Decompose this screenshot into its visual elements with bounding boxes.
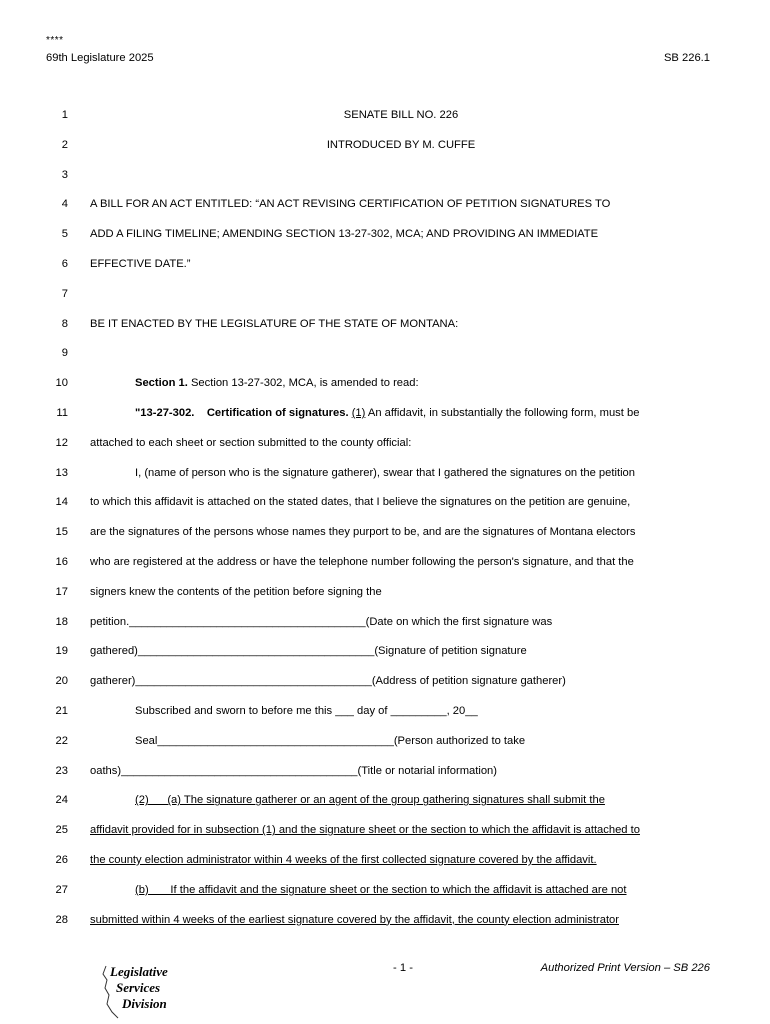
line-text: are the signatures of the persons whose names they purport to be, and are the signatures of Montana electors	[90, 526, 636, 539]
bill-line	[0, 854, 770, 884]
bill-line	[0, 228, 770, 258]
line-number: 11	[56, 406, 68, 419]
line-number: 8	[61, 317, 68, 330]
statute-text: An affidavit, in substantially the following form, must be	[365, 406, 640, 419]
line-text: EFFECTIVE DATE.”	[90, 257, 191, 270]
bill-line	[0, 675, 770, 705]
bill-number-title: SENATE BILL NO. 226	[343, 109, 459, 121]
bill-line	[0, 556, 770, 586]
bill-line	[0, 258, 770, 288]
bill-line	[0, 437, 770, 467]
bill-line	[0, 526, 770, 556]
enacting-clause: BE IT ENACTED BY THE LEGISLATURE OF THE STATE OF MONTANA:	[90, 317, 459, 330]
line-text: A BILL FOR AN ACT ENTITLED: “AN ACT REVISING CERTIFICATION OF PETITION SIGNATURES TO	[90, 198, 611, 211]
bill-line	[0, 794, 770, 824]
inserted-text: submitted within 4 weeks of the earliest signature covered by the affidavit, the county election administrator	[90, 913, 619, 926]
line-number: 14	[55, 496, 68, 509]
page-number: - 1 -	[393, 962, 413, 974]
line-text: Subscribed and sworn to before me this ___ day of _________, 20__	[135, 704, 478, 717]
line-number: 17	[55, 585, 68, 598]
bill-line	[0, 705, 770, 735]
subsection-marker: (1)	[351, 406, 366, 419]
line-number: 4	[61, 198, 68, 211]
bill-line	[0, 496, 770, 526]
header-bill-id: SB 226.1	[663, 52, 710, 64]
bill-line	[0, 169, 770, 199]
line-number: 28	[55, 913, 68, 926]
header-stars: ****	[46, 35, 64, 46]
logo-line-3: Division	[122, 996, 167, 1011]
bill-line	[0, 735, 770, 765]
bill-line	[0, 347, 770, 377]
bill-line	[0, 645, 770, 675]
line-text: oaths)______________________________________(Title or notarial information)	[90, 764, 498, 777]
line-number: 18	[55, 615, 68, 628]
bill-line	[0, 884, 770, 914]
bill-line	[0, 407, 770, 437]
line-text: Seal______________________________________(Person authorized to take	[135, 734, 526, 747]
line-text: gatherer)______________________________________(Address of petition signature gatherer)	[90, 675, 566, 688]
inserted-text: (2) (a) The signature gatherer or an agent of the group gathering signatures shall submit the	[135, 794, 605, 807]
logo-line-2: Services	[116, 980, 161, 995]
line-text: attached to each sheet or section submitted to the county official:	[90, 436, 412, 449]
line-number: 19	[55, 645, 68, 658]
line-text: gathered)______________________________________(Signature of petition signature	[90, 645, 527, 658]
line-number: 20	[55, 675, 68, 688]
line-number: 1	[61, 109, 68, 121]
line-number: 6	[61, 257, 68, 270]
line-number: 26	[55, 853, 68, 866]
line-number: 9	[61, 347, 68, 360]
inserted-text: affidavit provided for in subsection (1) and the signature sheet or the section to which the affidavit is attached to	[90, 824, 640, 837]
bill-line	[0, 467, 770, 497]
line-number: 15	[55, 526, 68, 539]
line-text	[135, 377, 712, 389]
bill-line	[0, 616, 770, 646]
line-text: signers knew the contents of the petition before signing the	[90, 585, 382, 598]
bill-line	[0, 109, 770, 139]
statute-heading: "13-27-302. Certification of signatures.	[135, 406, 349, 419]
line-text: I, (name of person who is the signature gatherer), swear that I gathered the signatures on the petition	[135, 466, 636, 479]
line-number: 5	[61, 228, 68, 241]
bill-line	[0, 288, 770, 318]
bill-line	[0, 139, 770, 169]
line-number: 16	[55, 555, 68, 568]
bill-line	[0, 765, 770, 795]
bill-line	[0, 318, 770, 348]
line-number: 3	[61, 168, 68, 181]
print-version-label: Authorized Print Version – SB 226	[540, 962, 710, 974]
line-number: 22	[55, 734, 68, 747]
line-number: 23	[55, 764, 68, 777]
bill-sponsor: INTRODUCED BY M. CUFFE	[326, 138, 476, 151]
section-text: Section 13-27-302, MCA, is amended to read:	[187, 377, 419, 390]
line-number: 27	[55, 883, 68, 896]
line-number: 7	[61, 287, 68, 300]
inserted-text: the county election administrator within 4 weeks of the first collected signature covered by the affidavit.	[90, 853, 597, 866]
line-number: 13	[55, 466, 68, 479]
logo-line-1: Legislative	[110, 964, 168, 979]
line-number: 2	[61, 138, 68, 151]
bill-line	[0, 824, 770, 854]
line-number: 21	[55, 704, 68, 717]
bill-line	[0, 914, 770, 944]
inserted-text: (b) If the affidavit and the signature sheet or the section to which the affidavit is attached are not	[135, 883, 627, 896]
line-number: 10	[55, 377, 68, 390]
header-legislature: 69th Legislature 2025	[46, 52, 154, 64]
section-heading: Section 1.	[135, 377, 188, 390]
line-text: ADD A FILING TIMELINE; AMENDING SECTION 13-27-302, MCA; AND PROVIDING AN IMMEDIATE	[90, 228, 599, 241]
line-text: to which this affidavit is attached on the stated dates, that I believe the signatures on the petition are genuine,	[90, 496, 631, 509]
line-number: 24	[55, 794, 68, 807]
bill-line	[0, 198, 770, 228]
line-number: 12	[55, 436, 68, 449]
bill-line	[0, 377, 770, 407]
bill-body	[0, 109, 770, 943]
line-text	[135, 407, 712, 419]
line-number: 25	[55, 824, 68, 837]
bill-line	[0, 586, 770, 616]
line-text: petition.______________________________________(Date on which the first signature was	[90, 615, 553, 628]
line-text: who are registered at the address or have the telephone number following the person's signature, and that the	[90, 555, 634, 568]
